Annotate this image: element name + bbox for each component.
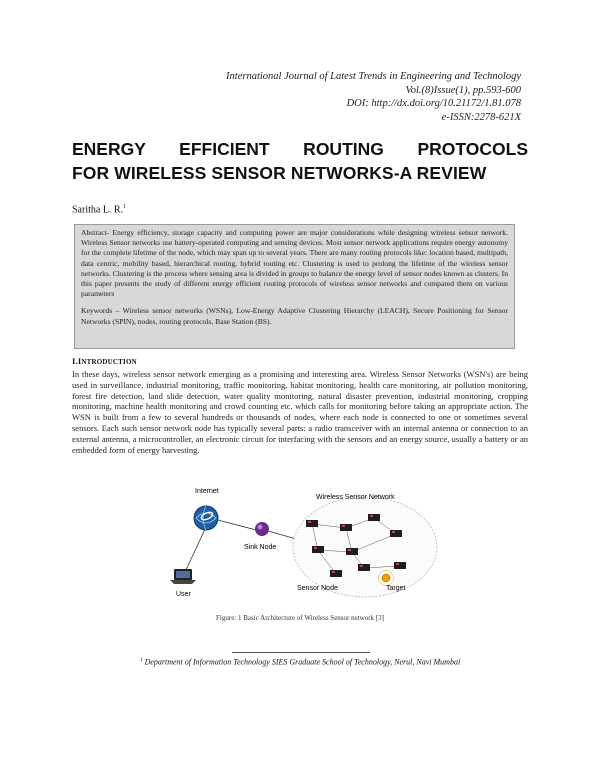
sensor-node-icon <box>394 562 406 569</box>
wsn-architecture-figure <box>160 482 440 612</box>
abstract-text: Abstract- Energy efficiency, storage capacity and computing power are major considerations while designing wireless sensor network. Wireless Sensor networks use battery-operated computing and sensing devices. Most sensor network applications require energy autonomy for the complete lifetime of the node, which may span up to several years. There are many routing protocols like: location based, multipath, data centric, mobility based, hierarchical routing, hybrid routing etc. Clustering is used to prolong the lifetime of the wireless sensor networks. Clustering is the process where sensing area is divided in groups to balance the energy level of sensor nodes known as clusters. In this paper presents the study of different energy efficient routing protocols of wireless sensor networks and compared them on various parameters <box>81 228 508 299</box>
journal-name: International Journal of Latest Trends in Engineering and Technology <box>226 71 521 82</box>
sensor-node-icon <box>368 514 380 521</box>
target-icon <box>382 574 390 582</box>
section-initial: I <box>77 356 82 366</box>
label-user: User <box>176 591 191 598</box>
figure-caption: Figure: 1 Basic Architecture of Wireless Sensor network [3] <box>216 614 384 622</box>
journal-volume: Vol.(8)Issue(1), pp.593-600 <box>405 84 521 96</box>
sensor-node-icon <box>312 546 324 553</box>
footnote-text: Department of Information Technology SIES Graduate School of Technology, Nerul, Navi Mumbai <box>144 657 461 667</box>
label-wireless-sensor-network: Wireless Sensor Network <box>316 494 395 501</box>
footnote-mark: 1 <box>139 657 143 663</box>
sink-node-highlight <box>258 525 263 530</box>
abstract-box <box>74 224 515 349</box>
journal-doi: DOI: http://dx.doi.org/10.21172/1.81.078 <box>346 98 521 109</box>
author-name: Saritha L. R. <box>72 204 124 216</box>
sensor-node-icon <box>346 548 358 555</box>
section-title-rest: NTRODUCTION <box>81 358 137 366</box>
sensor-node-icon <box>390 530 402 537</box>
title-line-1: ENERGY EFFICIENT ROUTING PROTOCOLS <box>72 139 528 159</box>
intro-paragraph: In these days, wireless sensor network emerging as a promising and interesting area. Wireless Sensor Networks (WSN's) are being used in surveillance, industrial monitoring, traffic monitoring, habitat monitoring, health care monitoring, air pollution monitoring, forest fire detection, land slide detection, water quality monitoring, natural disaster prevention, industrial monitoring, cropping monitoring, machine health monitoring and crowd counting etc. which calls for monitoring before taking an appropriate action. The WSN is built from a few to several hundreds or thousands of nodes, where each node is connected to one or sometimes several sensors. Each such sensor network node has typically several parts: a radio transceiver with an internal antenna or connection to an external antenna, a microcontroller, an electronic circuit for interfacing with the sensors and an energy source, usually a battery or an embedded form of energy harvesting. <box>72 369 528 455</box>
journal-issn: e-ISSN:2278-621X <box>441 111 521 123</box>
footnote <box>0 657 600 667</box>
sink-node-icon <box>255 522 269 536</box>
author <box>72 204 126 215</box>
label-sink-node: Sink Node <box>244 544 277 551</box>
title-line-2: FOR WIRELESS SENSOR NETWORKS-A REVIEW <box>72 163 487 183</box>
sensor-node-icon <box>306 520 318 527</box>
sensor-node-icon <box>330 570 342 577</box>
label-target: Target <box>386 585 406 592</box>
keywords-text: Keywords – Wireless sensor networks (WSNs), Low-Energy Adaptive Clustering Hierarchy (LEACH), Secure Positioning for Sensor Networks (SPIN), nodes, routing protocols, Base Station (BS). <box>81 306 508 326</box>
sensor-node-icon <box>358 564 370 571</box>
internet-globe-icon <box>194 506 218 530</box>
label-internet: Internet <box>195 488 219 495</box>
paper-title <box>72 137 528 185</box>
section-number: I. <box>72 356 78 366</box>
laptop-icon <box>170 569 196 584</box>
link-internet-sink <box>214 519 260 531</box>
label-sensor-node: Sensor Node <box>297 585 338 592</box>
sensor-node-icon <box>340 524 352 531</box>
footnote-divider <box>232 652 370 653</box>
author-affiliation-mark: 1 <box>123 204 127 210</box>
section-heading <box>72 356 137 366</box>
journal-header <box>226 70 521 124</box>
link-internet-user <box>186 527 206 570</box>
